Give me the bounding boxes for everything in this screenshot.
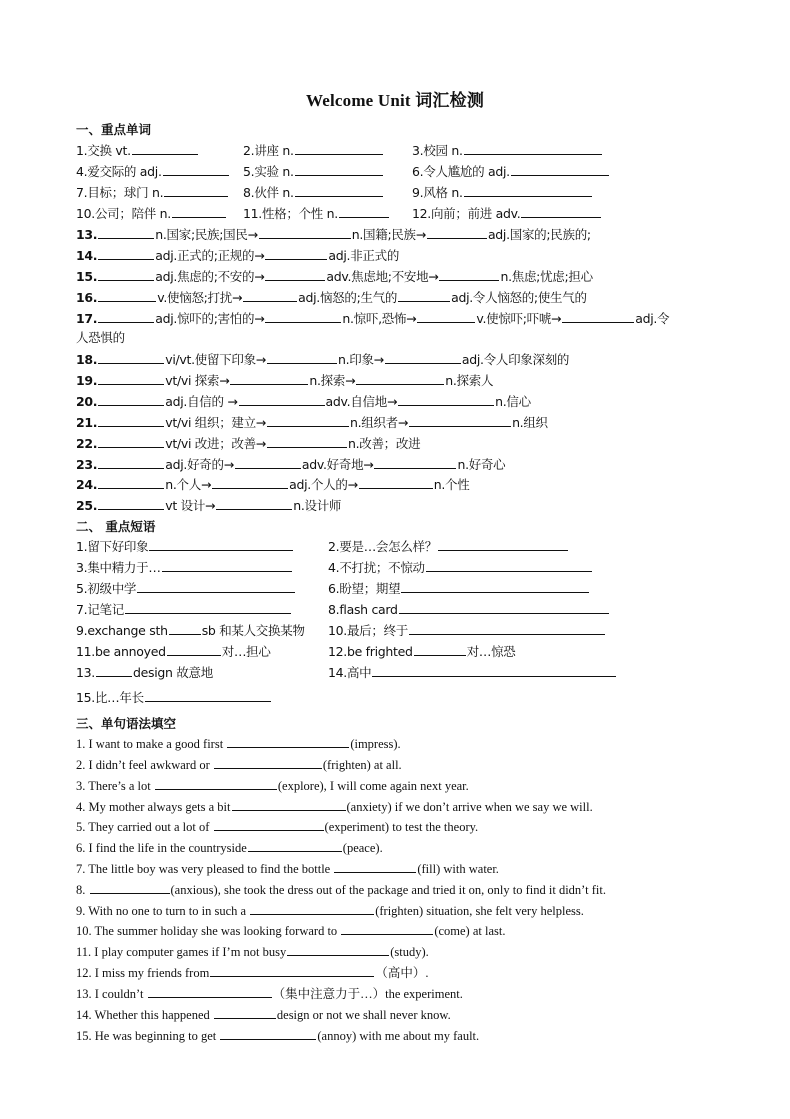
sentence-item: 8. (anxious), she took the dress out of the package and tried it on, only to find it didn’t fit. [76, 883, 606, 897]
word-family-row: 20. adj.自信的 → adv.自信地→ n.信心 [76, 394, 531, 409]
page-title: Welcome Unit 词汇检测 [305, 91, 485, 110]
answer-blank[interactable] [98, 268, 154, 281]
answer-blank[interactable] [427, 226, 487, 239]
answer-blank[interactable] [259, 226, 351, 239]
word-item-label: 12.向前；前进 adv. [412, 206, 521, 221]
word-family-row: 14. adj.正式的;正规的→ adj.非正式的 [76, 248, 400, 263]
sentence-item: 12. I miss my friends from （高中）. [76, 966, 429, 980]
answer-blank[interactable] [214, 1006, 276, 1019]
answer-blank[interactable] [341, 922, 433, 935]
answer-blank[interactable] [210, 964, 374, 977]
word-family-row: 13. n.国家;民族;国民→ n.国籍;民族→ adj.国家的;民族的; [76, 227, 591, 242]
answer-blank[interactable] [96, 664, 132, 677]
word-family-continuation: 人恐惧的 [76, 330, 125, 345]
answer-blank[interactable] [125, 601, 291, 614]
answer-blank[interactable] [98, 414, 164, 427]
answer-blank[interactable] [169, 622, 201, 635]
answer-blank[interactable] [212, 476, 288, 489]
answer-blank[interactable] [230, 372, 308, 385]
answer-blank[interactable] [409, 622, 605, 635]
answer-blank[interactable] [214, 818, 324, 831]
answer-blank[interactable] [235, 456, 301, 469]
word-item-label: 2.讲座 n. [243, 143, 294, 158]
answer-blank[interactable] [98, 226, 154, 239]
word-family-row: 16. v.使恼怒;打扰→ adj.恼怒的;生气的 adj.令人恼怒的;使生气的 [76, 290, 587, 305]
answer-blank[interactable] [267, 351, 337, 364]
answer-blank[interactable] [265, 247, 327, 260]
word-item-label: 5.实验 n. [243, 164, 294, 179]
answer-blank[interactable] [372, 664, 616, 677]
answer-blank[interactable] [90, 881, 170, 894]
word-family-row: 25. vt 设计→ n.设计师 [76, 498, 342, 513]
answer-blank[interactable] [265, 268, 325, 281]
sentence-item: 13. I couldn’t （集中注意力于…）the experiment. [76, 987, 463, 1001]
answer-blank[interactable] [417, 310, 475, 323]
word-item-label: 9.风格 n. [412, 185, 463, 200]
word-item-label: 8.伙伴 n. [243, 185, 294, 200]
answer-blank[interactable] [409, 414, 511, 427]
word-item-label: 1.交换 vt. [76, 143, 131, 158]
answer-blank[interactable] [521, 205, 601, 218]
answer-blank[interactable] [339, 205, 389, 218]
answer-blank[interactable] [438, 538, 568, 551]
answer-blank[interactable] [163, 163, 229, 176]
answer-blank[interactable] [248, 839, 342, 852]
sentence-item: 10. The summer holiday she was looking forward to (come) at last. [76, 924, 506, 938]
section-heading-grammar-fill: 三、单句语法填空 [76, 716, 177, 731]
sentence-item: 2. I didn’t feel awkward or (frighten) at all. [76, 758, 402, 772]
sentence-item: 6. I find the life in the countryside (peace). [76, 841, 383, 855]
word-item-label: 3.校园 n. [412, 143, 463, 158]
sentence-item: 1. I want to make a good first (impress). [76, 737, 401, 751]
sentence-item: 3. There’s a lot (explore), I will come again next year. [76, 779, 469, 793]
answer-blank[interactable] [398, 393, 494, 406]
sentence-item: 9. With no one to turn to in such a (frighten) situation, she felt very helpless. [76, 904, 584, 918]
answer-blank[interactable] [214, 756, 322, 769]
word-family-row: 17. adj.惊吓的;害怕的→ n.惊吓,恐怖→ v.使惊吓;吓唬→ adj.令 [76, 311, 670, 326]
answer-blank[interactable] [359, 476, 433, 489]
answer-blank[interactable] [98, 310, 154, 323]
answer-blank[interactable] [172, 205, 226, 218]
sentence-item: 5. They carried out a lot of (experiment) to test the theory. [76, 820, 479, 834]
answer-blank[interactable] [562, 310, 634, 323]
answer-blank[interactable] [167, 643, 221, 656]
answer-blank[interactable] [401, 580, 589, 593]
answer-blank[interactable] [220, 1027, 316, 1040]
sentence-item: 11. I play computer games if I’m not busy (study). [76, 945, 429, 959]
answer-blank[interactable] [334, 860, 416, 873]
answer-blank[interactable] [164, 184, 228, 197]
section-heading-key-phrases: 二、 重点短语 [76, 519, 156, 534]
word-family-row: 15. adj.焦虑的;不安的→ adv.焦虑地;不安地→ n.焦虑;忧虑;担心 [76, 269, 593, 284]
answer-blank[interactable] [398, 289, 450, 302]
answer-blank[interactable] [98, 456, 164, 469]
answer-blank[interactable] [162, 559, 292, 572]
answer-blank[interactable] [98, 435, 164, 448]
answer-blank[interactable] [385, 351, 461, 364]
answer-blank[interactable] [137, 580, 295, 593]
answer-blank[interactable] [98, 372, 164, 385]
answer-blank[interactable] [98, 497, 164, 510]
section-heading-key-words: 一、重点单词 [76, 122, 152, 137]
answer-blank[interactable] [250, 902, 374, 915]
answer-blank[interactable] [145, 689, 271, 702]
answer-blank[interactable] [98, 289, 156, 302]
answer-blank[interactable] [414, 643, 466, 656]
word-family-row: 18. vi/vt.使留下印象→ n.印象→ adj.令人印象深刻的 [76, 352, 570, 367]
answer-blank[interactable] [295, 142, 383, 155]
answer-blank[interactable] [239, 393, 325, 406]
answer-blank[interactable] [399, 601, 609, 614]
answer-blank[interactable] [426, 559, 592, 572]
answer-blank[interactable] [464, 142, 602, 155]
answer-blank[interactable] [216, 497, 292, 510]
answer-blank[interactable] [295, 184, 383, 197]
word-item-label: 6.令人尴尬的 adj. [412, 164, 510, 179]
answer-blank[interactable] [374, 456, 456, 469]
sentence-item: 4. My mother always gets a bit (anxiety) if we don’t arrive when we say we will. [76, 800, 593, 814]
sentence-item: 15. He was beginning to get (annoy) with me about my fault. [76, 1029, 480, 1043]
worksheet-page: Welcome Unit 词汇检测 一、重点单词 1.交换 vt. 2.讲座 n. 3.校园 n. 4.爱交际的 adj. 5.实验 n. 6.令人尴尬的 adj. 7.目标；球门 n. 8.伙伴 n. 9.风格 n. 10.公司；陪伴 n. 11.性格；个性 n. 12.向前；前进 adv. 13. n.国家;民族;国民→ n.国籍;民族→ adj.国家的;民族的; 14. adj.正式的;正规的→ adj.非正式的 15. adj.焦虑的;不安的→ adv.焦虑地;不安地→ n.焦虑;忧虑;担心 16. v.使恼怒;打扰→ adj.恼怒的;生气的 adj.令人恼怒的;使生气的 17. adj.惊吓的;害怕的→ n.惊吓,恐怖→ v.使惊吓;吓唬→ adj.令 人恐惧的 18. vi/vt.使留下印象→ n.印象→ adj.令人印象深刻的 19. vt/vi 探索→ n.探索→ n.探索人 20. adj.自信的 → adv.自信地→ n.信心 21. vt/vi 组织；建立→ n.组织者→ n.组织 22. vt/vi 改进；改善→ n.改善；改进 23. adj.好奇的→ adv.好奇地→ n.好奇心 24. n.个人→ adj.个人的→ n.个性 25. vt 设计→ n.设计师 二、 重点短语 1.留下好印象 2.要是…会怎么样？ 3.集中精力于… 4.不打扰；不惊动 5.初级中学 6.盼望；期望 7.记笔记 8.flash card 9.exchange sth sb 和某人交换某物 10.最后；终于 11.be annoyed 对…担心 12.be frighted 对…惊恐 13. design 故意地 14.高中 15.比…年长 三、单句语法填空 1. I want to make a good first (impress). 2. I didn’t feel awkward or (frighten) at all. 3. There’s a lot (explore), I will come again next year. 4. My mother always gets a bit (anxiety) if we don’t arrive when we say we will. 5. They carried out a lot of (experiment) to test the theory. 6. I find the life in the countryside (peace). 7. The little boy was very pleased to find the bottle (fill) with water. 8. (anxious), she took the dress out of the package and tried it on, only to find it didn’t fit. 9. With no one to turn to in such a (frighten) situation, she felt very helpless. 10. The summer holiday she was looking forward to (come) at last. 11. I play computer games if I’m not busy (study). 12. I miss my friends from （高中）. 13. I couldn’t （集中注意力于…）the experiment. 14. Whether this happened design or not we shall never know. 15. He was beginning to get (annoy) with me about my fault. [0, 0, 790, 1119]
word-family-row: 19. vt/vi 探索→ n.探索→ n.探索人 [76, 373, 494, 388]
answer-blank[interactable] [439, 268, 499, 281]
answer-blank[interactable] [227, 735, 349, 748]
answer-blank[interactable] [148, 985, 272, 998]
answer-blank[interactable] [464, 184, 592, 197]
answer-blank[interactable] [132, 142, 198, 155]
word-family-row: 24. n.个人→ adj.个人的→ n.个性 [76, 477, 470, 492]
word-item-label: 4.爱交际的 adj. [76, 164, 162, 179]
word-item-label: 11.性格；个性 n. [243, 206, 338, 221]
word-item-label: 7.目标；球门 n. [76, 185, 164, 200]
word-family-row: 23. adj.好奇的→ adv.好奇地→ n.好奇心 [76, 457, 506, 472]
answer-blank[interactable] [287, 943, 389, 956]
answer-blank[interactable] [267, 414, 349, 427]
answer-blank[interactable] [149, 538, 293, 551]
answer-blank[interactable] [243, 289, 297, 302]
word-family-row: 21. vt/vi 组织；建立→ n.组织者→ n.组织 [76, 415, 548, 430]
word-item-label: 10.公司；陪伴 n. [76, 206, 171, 221]
answer-blank[interactable] [356, 372, 444, 385]
answer-blank[interactable] [98, 476, 164, 489]
answer-blank[interactable] [267, 435, 347, 448]
word-family-row: 22. vt/vi 改进；改善→ n.改善；改进 [76, 436, 421, 451]
answer-blank[interactable] [232, 798, 346, 811]
answer-blank[interactable] [295, 163, 383, 176]
answer-blank[interactable] [98, 247, 154, 260]
sentence-item: 7. The little boy was very pleased to find the bottle (fill) with water. [76, 862, 499, 876]
answer-blank[interactable] [511, 163, 609, 176]
answer-blank[interactable] [265, 310, 341, 323]
answer-blank[interactable] [98, 393, 164, 406]
sentence-item: 14. Whether this happened design or not we shall never know. [76, 1008, 451, 1022]
answer-blank[interactable] [98, 351, 164, 364]
answer-blank[interactable] [155, 777, 277, 790]
